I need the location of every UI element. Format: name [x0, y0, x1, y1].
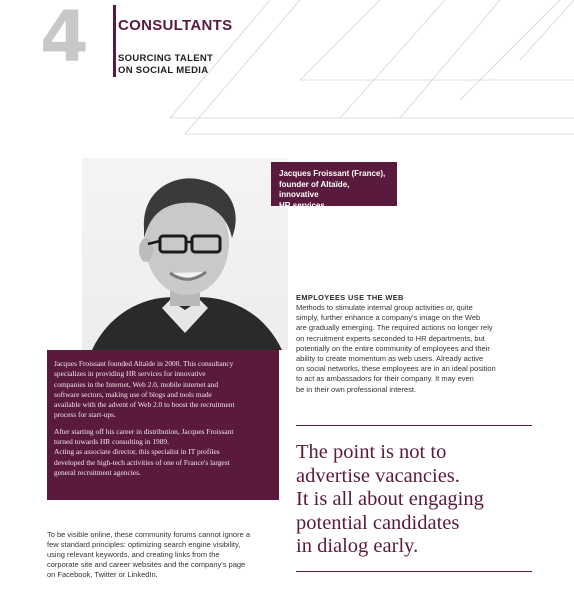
- quote-line: in dialog early.: [296, 535, 419, 557]
- quote-bottom-rule: [296, 571, 532, 572]
- body-line: potentially on the entire community of employees and their: [296, 343, 490, 353]
- chapter-title: CONSULTANTS: [118, 17, 233, 34]
- bottom-paragraph: [47, 530, 287, 580]
- chapter-accent-bar: [113, 5, 116, 77]
- portrait-illustration: [82, 158, 288, 350]
- photo-caption: [271, 162, 397, 210]
- bio-line: turned towards HR consulting in 1989.: [54, 437, 169, 447]
- bio-line: specializes in providing HR services for innovative: [54, 369, 206, 379]
- caption-line: HR services: [279, 200, 325, 210]
- caption-line: founder of Altaïde, innovative: [279, 179, 350, 199]
- bio-box: [47, 350, 279, 500]
- body-line: be in their own professional interest.: [296, 384, 417, 394]
- quote-top-rule: [296, 425, 532, 426]
- body-line: corporate site and career websites and the company's page: [47, 560, 246, 569]
- body-line: are gradually emerging. The required actions no longer rely: [296, 323, 493, 333]
- body-line: on social networks, these employees are in an ideal position: [296, 364, 496, 374]
- bio-line: process for start-ups.: [54, 410, 116, 420]
- caption-line: Jacques Froissant (France),: [279, 169, 386, 178]
- bio-paragraph: [54, 427, 271, 478]
- bio-line: available with the advent of Web 2.0 to boost the recruitment: [54, 400, 235, 410]
- chapter-subtitle-line: ON SOCIAL MEDIA: [118, 65, 209, 76]
- quote-line: advertise vacancies.: [296, 464, 460, 487]
- bio-line: developed the high-tech activities of one of France's largest: [54, 457, 230, 467]
- bio-line: Jacques Froissant founded Altaïde in 2000. This consultancy: [54, 359, 234, 368]
- quote-line: The point is not to: [296, 441, 447, 463]
- body-line: To be visible online, these community forums cannot ignore a: [47, 530, 251, 539]
- body-line: on Facebook, Twitter or LinkedIn.: [47, 570, 158, 579]
- chapter-number: 4: [40, 0, 87, 78]
- body-line: on recruitment experts seconded to HR departments, but: [296, 333, 485, 343]
- quote-line: It is all about engaging: [296, 488, 484, 510]
- chapter-subtitle: [118, 53, 238, 77]
- portrait-photo: [82, 158, 288, 350]
- bio-line: software sectors, making use of blogs and tools made: [54, 389, 212, 399]
- bio-paragraph: [54, 359, 271, 421]
- section-heading: EMPLOYEES USE THE WEB: [296, 293, 404, 302]
- bio-line: Acting as associate director, this specialist in IT profiles: [54, 447, 220, 457]
- bio-line: After starting off his career in distribution, Jacques Froissant: [54, 426, 234, 436]
- body-line: few standard principles: optimizing search engine visibility,: [47, 540, 241, 549]
- body-line: to act as ambassadors for their company. It may even: [296, 374, 474, 384]
- pull-quote: [296, 441, 556, 559]
- bio-line: companies in the Internet, Web 2.0, mobile internet and: [54, 379, 219, 389]
- chapter-subtitle-line: SOURCING TALENT: [118, 53, 214, 64]
- bio-line: general recruitment agencies.: [54, 467, 141, 477]
- body-line: simply, further enhance a company's image on the Web: [296, 313, 481, 323]
- body-line: using relevant keywords, and creating links from the: [47, 550, 220, 559]
- section-body: [296, 303, 536, 395]
- body-line: ability to create momentum as web users. Already active: [296, 354, 484, 364]
- quote-line: potential candidates: [296, 511, 460, 534]
- body-line: Methods to stimulate internal group activities or, quite: [296, 303, 473, 312]
